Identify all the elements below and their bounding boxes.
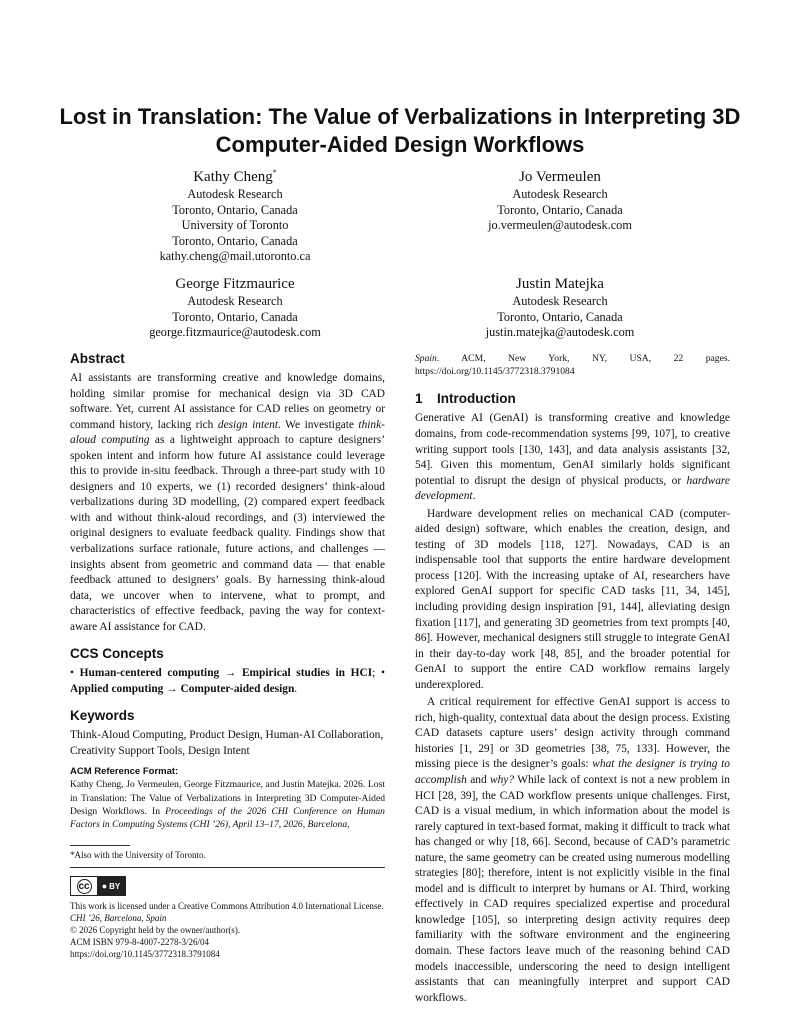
author-location: Toronto, Ontario, Canada bbox=[172, 202, 298, 217]
section-number: 1 bbox=[415, 391, 423, 407]
author-name: Jo Vermeulen bbox=[519, 169, 601, 185]
by-label: BY bbox=[109, 881, 121, 891]
author-location: Toronto, Ontario, Canada bbox=[172, 233, 298, 248]
author-block-fitzmaurice bbox=[90, 275, 380, 341]
author-affiliation: Autodesk Research bbox=[512, 294, 608, 308]
abstract-text: AI assistants are transforming creative and knowledge domains, holding similar promise for mechanical design via 3D CAD software. Yet, current AI assistance for CAD relies on geometry or command history, lacking rich design intent. We investigate think-aloud computing as a lightweight approach to capture designers’ spoken intent and inform how future AI assistance could leverage this to provide in-situ feedback. Through a three-part study with 10 designers and 10 experts, we (1) recorded designers’ think-aloud verbalizations during 3D modelling, (2) compared expert feedback with and without think-aloud recordings, and (3) interviewed the original designers to evaluate feedback quality. Findings show that verbalizations surface rationale, future actions, and challenges — insights absent from geometric and command data — that enable feedback attuned to designers’ goals. By harnessing think-aloud data, we uncover when to intervene, what to prompt, and characteristics of effective feedback, paving the way for context-aware AI assistance for CAD. bbox=[70, 372, 385, 633]
acm-reference-text: Kathy Cheng, Jo Vermeulen, George Fitzmaurice, and Justin Matejka. 2026. Lost in Translation: The Value of Verbalizations in Interpreting 3D Computer-Aided Design Workflows. In Proceedings of the 2026 CHI Conference on Human Factors in Computing Systems (CHI ’26), April 13–17, 2026, Barcelona, bbox=[70, 779, 385, 831]
creative-commons-by-badge[interactable] bbox=[70, 876, 126, 896]
author-name: Justin Matejka bbox=[516, 276, 604, 292]
cc-icon: cc bbox=[77, 879, 92, 894]
license-info bbox=[70, 900, 385, 960]
author-email: george.fitzmaurice@autodesk.com bbox=[149, 325, 321, 340]
copyright-line: © 2026 Copyright held by the owner/author(s). bbox=[70, 925, 241, 936]
author-email: jo.vermeulen@autodesk.com bbox=[488, 218, 632, 233]
abstract-heading: Abstract bbox=[70, 351, 125, 366]
license-statement: This work is licensed under a Creative Commons Attribution 4.0 International License. bbox=[70, 901, 384, 912]
left-column bbox=[70, 350, 385, 960]
author-location: Toronto, Ontario, Canada bbox=[497, 202, 623, 217]
author-block-cheng bbox=[90, 168, 380, 265]
acm-reference-heading: ACM Reference Format: bbox=[70, 766, 179, 778]
author-location: Toronto, Ontario, Canada bbox=[497, 309, 623, 324]
author-name: George Fitzmaurice bbox=[175, 276, 295, 292]
footnote: *Also with the University of Toronto. bbox=[70, 850, 206, 861]
title-line-2: Computer-Aided Design Workflows bbox=[215, 132, 585, 157]
license-rule bbox=[70, 867, 385, 868]
introduction-heading bbox=[415, 390, 730, 407]
author-block-vermeulen bbox=[415, 168, 705, 234]
author-block-matejka bbox=[415, 275, 705, 341]
ccs-concepts: • Human-centered computing → Empirical studies in HCI; • Applied computing → Computer-aided design. bbox=[70, 667, 385, 695]
author-name: Kathy Cheng* bbox=[193, 168, 277, 185]
doi-link[interactable]: https://doi.org/10.1145/3772318.3791084 bbox=[70, 949, 220, 960]
intro-paragraph-2: Hardware development relies on mechanical CAD (computer-aided design) software, which enables the creation, design, and testing of 3D models [118, 127]. Nowadays, CAD is an indispensable tool that supports the entire hardware development process [120]. With the increasing uptake of AI, researchers have explored GenAI support for specific CAD tasks [11, 34, 145], including providing design inspiration [91, 144], alleviating design fixation [117], and generating 3D geometries from text prompts [40, 86]. However, mechanical designers still struggle to integrate GenAI in their day-to-day work [48, 85], and the broader potential for GenAI to support the entire CAD workflow remains largely underexplored. bbox=[415, 507, 730, 691]
keywords-text: Think-Aloud Computing, Product Design, Human-AI Collaboration, Creativity Support Tools, Design Intent bbox=[70, 729, 384, 757]
author-note-mark: * bbox=[272, 168, 277, 177]
author-affiliation: Autodesk Research bbox=[512, 187, 608, 201]
author-affiliation: Autodesk Research bbox=[187, 187, 283, 201]
paper-title bbox=[40, 103, 760, 159]
section-title: Introduction bbox=[437, 391, 516, 407]
author-affiliation: University of Toronto bbox=[181, 218, 289, 233]
isbn-line: ACM ISBN 979-8-4007-2278-3/26/04 bbox=[70, 937, 209, 948]
title-line-1: Lost in Translation: The Value of Verbalizations in Interpreting 3D bbox=[59, 104, 741, 129]
author-affiliation: Autodesk Research bbox=[187, 294, 283, 308]
author-location: Toronto, Ontario, Canada bbox=[172, 309, 298, 324]
keywords-heading: Keywords bbox=[70, 708, 135, 724]
intro-paragraph-1: Generative AI (GenAI) is transforming creative and knowledge domains, from code-recommendation systems [99, 107], to creative writing support tools [130, 143], and data analysis assistants [32, 54]. Given this momentum, GenAI similarly holds significant potential to disrupt the design of physical products, or hardware development. bbox=[415, 412, 730, 503]
intro-paragraph-3: A critical requirement for effective GenAI support is access to rich, high-quality, contextual data about the design process. Existing CAD datasets capture users’ design activity through command histories [1, 29] or 3D geometries [38, 75, 133]. However, the missing piece is the designer’s goals: what the designer is trying to accomplish and why? While lack of context is not a new problem in HCI [28, 39], the CAD workflow presents unique challenges. First, CAD is a visual medium, in which information about the model is rarely captured in text-based format, making it difficult to track what has changed or why [18, 66]. Second, because of CAD’s parametric nature, the same geometry can be created using numerous modelling strategies [80]; therefore, intent is not explicitly visible in the final model and is difficult to interpret by humans or AI. Third, working effectively in CAD requires specialized expertise and procedural knowledge [105], so interpreting design activity requires deep familiarity with the software environment and the engineering domain. These factors leave much of the reasoning behind CAD models inaccessible, underscoring the need to design intelligent assistants that can meaningfully interpret and support CAD workflows. bbox=[415, 696, 731, 1004]
footnote-rule bbox=[70, 845, 130, 846]
by-person-icon: ● bbox=[101, 880, 108, 891]
right-column bbox=[415, 352, 730, 1006]
conference-line: CHI ’26, Barcelona, Spain bbox=[70, 913, 167, 924]
author-email: justin.matejka@autodesk.com bbox=[485, 325, 635, 340]
ccs-heading: CCS Concepts bbox=[70, 646, 164, 662]
acm-reference-continued: Spain. ACM, New York, NY, USA, 22 pages. https://doi.org/10.1145/3772318.3791084 bbox=[415, 353, 730, 378]
author-email: kathy.cheng@mail.utoronto.ca bbox=[159, 249, 311, 264]
